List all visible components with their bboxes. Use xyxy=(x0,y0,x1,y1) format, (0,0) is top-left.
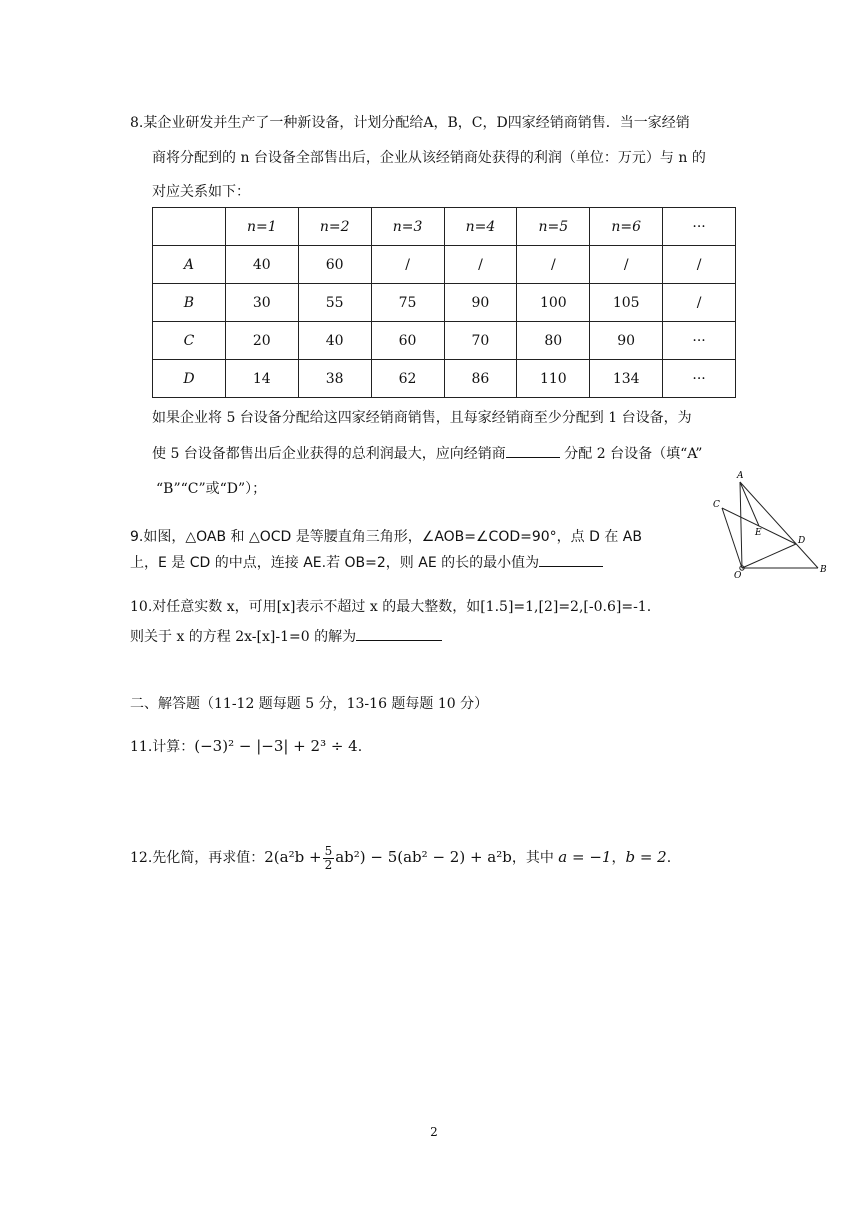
triangle-figure xyxy=(706,470,830,582)
table-cell: 100 xyxy=(517,284,590,322)
table-cell: 62 xyxy=(371,360,444,398)
fraction-numerator: 5 xyxy=(324,843,333,858)
table-header-cell xyxy=(153,208,226,246)
table-header-cell: n=1 xyxy=(225,208,298,246)
q10-line-2 xyxy=(130,627,442,647)
q12 xyxy=(130,842,671,873)
table-cell: ··· xyxy=(663,360,736,398)
table-cell: 60 xyxy=(298,246,371,284)
table-cell: / xyxy=(590,246,663,284)
q9-line-1: 9.如图，△OAB 和 △OCD 是等腰直角三角形，∠AOB=∠COD=90°，点 D 在 AB xyxy=(130,529,642,545)
q11-suffix: . xyxy=(357,739,363,755)
table-header-cell: n=4 xyxy=(444,208,517,246)
q12-condition: ，其中 xyxy=(511,850,554,866)
q8-line-3: 对应关系如下： xyxy=(152,184,250,200)
label-D: D xyxy=(798,536,806,546)
table-header-cell: n=2 xyxy=(298,208,371,246)
q9-line-2 xyxy=(130,553,603,573)
q12-expr-part2: ab²) − 5(ab² − 2) + a²b xyxy=(335,848,512,866)
table-cell: / xyxy=(371,246,444,284)
table-header-cell: ··· xyxy=(663,208,736,246)
segment-AB xyxy=(740,482,818,568)
table-cell: 110 xyxy=(517,360,590,398)
table-cell: B xyxy=(153,284,226,322)
table-header-cell: n=6 xyxy=(590,208,663,246)
table-row xyxy=(153,322,736,360)
q8-after-line-1: 如果企业将 5 台设备分配给这四家经销商销售，且每家经销商至少分配到 1 台设备，为 xyxy=(152,410,692,426)
table-cell: 40 xyxy=(298,322,371,360)
q12-separator: ， xyxy=(611,850,626,866)
q8-after-line-2a: 使 5 台设备都售出后企业获得的总利润最大，应向经销商 xyxy=(152,446,506,462)
table-cell: 60 xyxy=(371,322,444,360)
q12-end: . xyxy=(666,850,672,866)
segment-OD xyxy=(742,544,796,568)
table-cell: 30 xyxy=(225,284,298,322)
label-A: A xyxy=(737,471,744,481)
page-number: 2 xyxy=(430,1125,438,1139)
table-cell: ··· xyxy=(663,322,736,360)
table-cell: / xyxy=(663,284,736,322)
table-cell: 55 xyxy=(298,284,371,322)
q8-line-1: 8.某企业研发并生产了一种新设备，计划分配给A，B，C，D四家经销商销售．当一家经销 xyxy=(130,115,690,131)
q8-line-2: 商将分配到的 n 台设备全部售出后，企业从该经销商处获得的利润（单位：万元）与 n 的 xyxy=(152,150,706,166)
table-cell: 70 xyxy=(444,322,517,360)
table-cell: 86 xyxy=(444,360,517,398)
segment-AE xyxy=(740,482,759,526)
label-B: B xyxy=(820,565,827,575)
q10-line-2-text: 则关于 x 的方程 2x-[x]-1=0 的解为 xyxy=(130,629,357,645)
fraction-denominator: 2 xyxy=(324,857,333,872)
table-row xyxy=(153,360,736,398)
table-cell: 134 xyxy=(590,360,663,398)
label-O: O xyxy=(734,571,742,581)
section-title: 二、解答题（11-12 题每题 5 分，13-16 题每题 10 分） xyxy=(130,696,489,712)
table-cell: 38 xyxy=(298,360,371,398)
q12-b-value: b = 2 xyxy=(625,848,667,866)
q10-line-1: 10.对任意实数 x，可用[x]表示不超过 x 的最大整数，如[1.5]=1,[2]=2,[-0.6]=-1. xyxy=(130,599,652,615)
q12-a-value: a = −1 xyxy=(558,848,612,866)
table-cell: 40 xyxy=(225,246,298,284)
segment-OA xyxy=(740,482,742,568)
answer-blank xyxy=(506,445,560,458)
label-E: E xyxy=(755,528,762,538)
table-cell: 14 xyxy=(225,360,298,398)
table-cell: 75 xyxy=(371,284,444,322)
table-row xyxy=(153,246,736,284)
q12-prefix: 12.先化简，再求值： xyxy=(130,850,265,866)
table-cell: D xyxy=(153,360,226,398)
profit-table xyxy=(152,207,736,398)
table-header-cell: n=3 xyxy=(371,208,444,246)
q9-line-2-text: 上，E 是 CD 的中点，连接 AE.若 OB=2，则 AE 的长的最小值为 xyxy=(130,555,540,571)
q11-expression: (−3)² − |−3| + 2³ ÷ 4 xyxy=(194,737,358,755)
q8-after-line-3: “B”“C”或“D”）； xyxy=(156,481,267,497)
table-cell: A xyxy=(153,246,226,284)
table-cell: 80 xyxy=(517,322,590,360)
table-cell: C xyxy=(153,322,226,360)
q12-expr-part1: 2(a²b + xyxy=(264,848,322,866)
table-cell: / xyxy=(444,246,517,284)
q11-prefix: 11.计算： xyxy=(130,739,195,755)
segment-OC xyxy=(722,508,742,568)
q8-after-line-2 xyxy=(152,444,702,464)
table-cell: 90 xyxy=(444,284,517,322)
q11 xyxy=(130,734,362,759)
answer-blank xyxy=(356,628,442,641)
table-cell: 20 xyxy=(225,322,298,360)
table-cell: / xyxy=(517,246,590,284)
answer-blank xyxy=(539,554,603,567)
table-header-row xyxy=(153,208,736,246)
table-cell: 105 xyxy=(590,284,663,322)
q8-after-line-2b: 分配 2 台设备（填“A” xyxy=(564,446,703,462)
table-row xyxy=(153,284,736,322)
table-cell: 90 xyxy=(590,322,663,360)
table-cell: / xyxy=(663,246,736,284)
label-C: C xyxy=(713,500,720,510)
fraction xyxy=(323,845,335,872)
table-header-cell: n=5 xyxy=(517,208,590,246)
